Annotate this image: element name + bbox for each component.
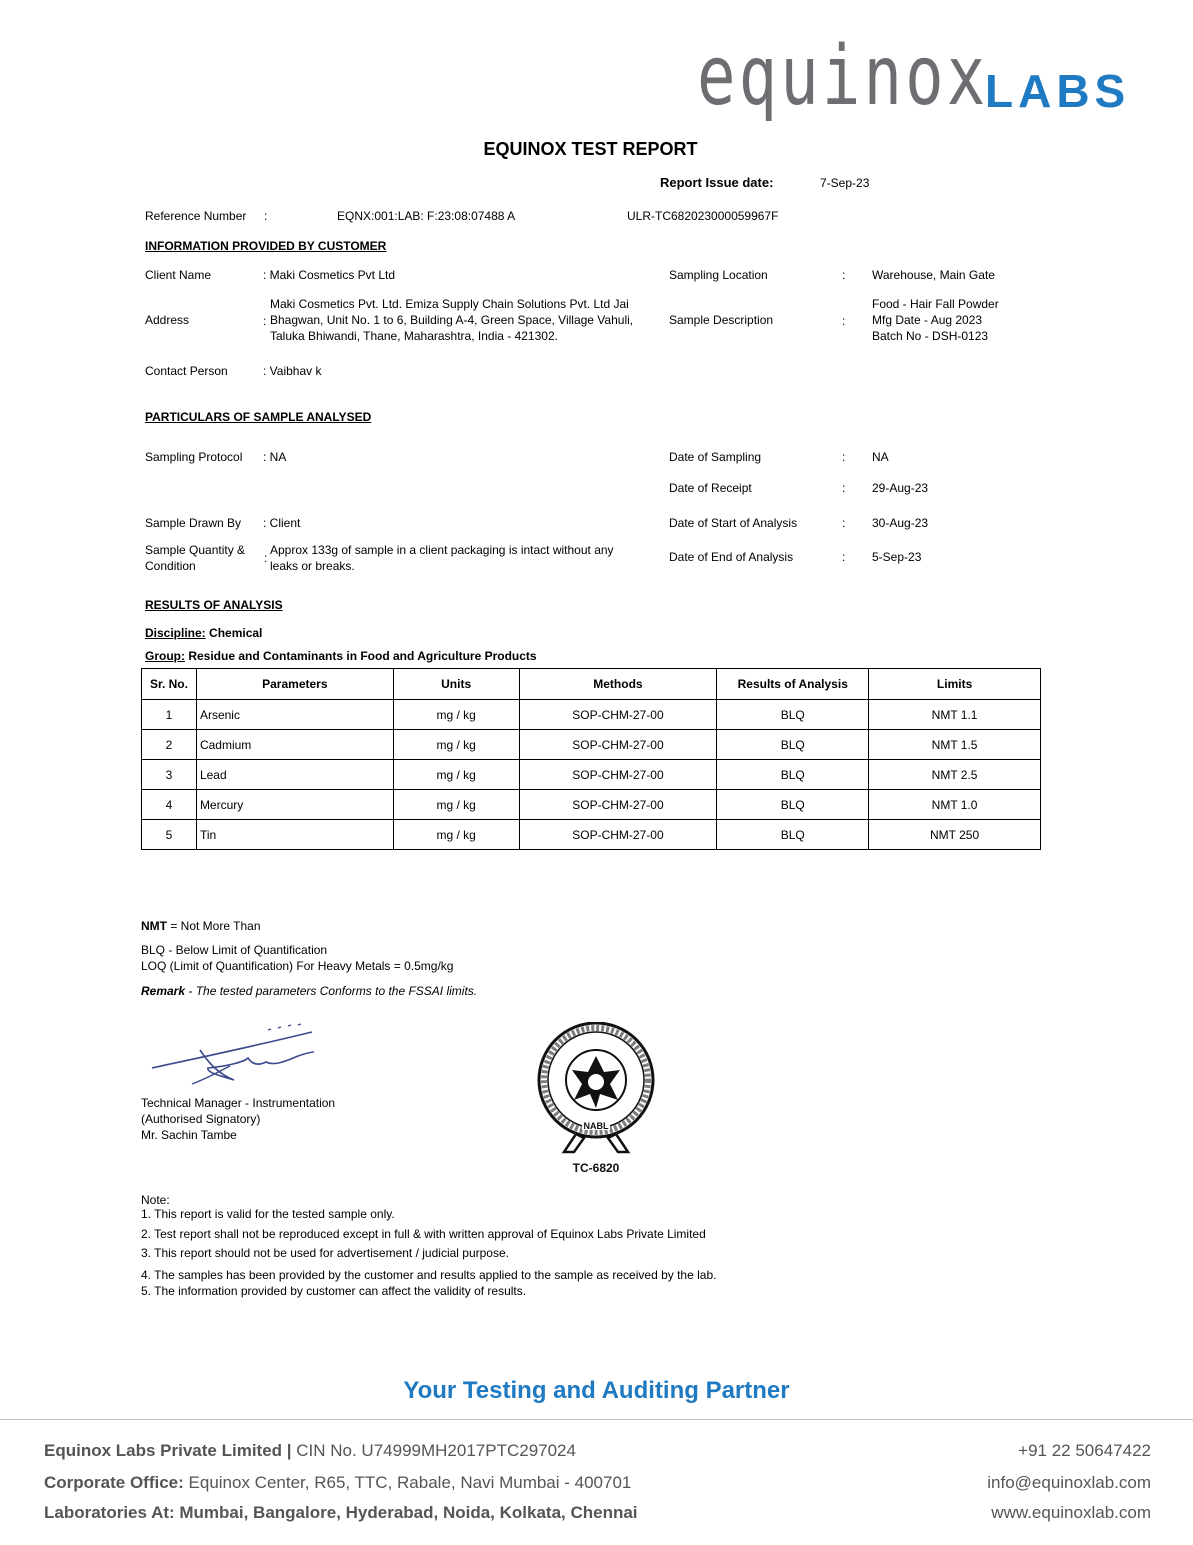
client-name-label: Client Name bbox=[145, 268, 212, 282]
date-of-sampling-value: NA bbox=[872, 450, 889, 464]
date-end-analysis-label: Date of End of Analysis bbox=[669, 550, 794, 564]
tagline: Your Testing and Auditing Partner bbox=[403, 1377, 790, 1404]
sample-description-line: Batch No - DSH-0123 bbox=[872, 329, 989, 343]
signature-image bbox=[148, 1022, 320, 1094]
colon: : bbox=[842, 268, 846, 282]
discipline-label: Discipline: bbox=[145, 626, 206, 640]
cell-unit: mg / kg bbox=[393, 820, 519, 850]
note-item: 1. This report is valid for the tested sample only. bbox=[141, 1207, 395, 1221]
table-row bbox=[142, 760, 1041, 790]
footer-cin: CIN No. U74999MH2017PTC297024 bbox=[291, 1441, 576, 1460]
contact-person-label: Contact Person bbox=[145, 364, 228, 378]
remark bbox=[141, 984, 477, 998]
note-item: 2. Test report shall not be reproduced except in full & with written approval of Equinox Labs Private Limited bbox=[141, 1227, 706, 1241]
footer-corp-address: Equinox Center, R65, TTC, Rabale, Navi Mumbai - 400701 bbox=[183, 1473, 632, 1492]
sample-section-heading: PARTICULARS OF SAMPLE ANALYSED bbox=[145, 410, 372, 424]
header-limits: Limits bbox=[869, 669, 1041, 700]
header-parameters: Parameters bbox=[196, 669, 393, 700]
contact-person-value: : Vaibhav k bbox=[263, 364, 322, 378]
cell-method: SOP-CHM-27-00 bbox=[519, 760, 717, 790]
cell-parameter: Arsenic bbox=[196, 700, 393, 730]
footer-phone: +91 22 50647422 bbox=[1018, 1441, 1151, 1460]
date-of-receipt-value: 29-Aug-23 bbox=[872, 481, 929, 495]
customer-section-heading: INFORMATION PROVIDED BY CUSTOMER bbox=[145, 239, 387, 253]
cell-result: BLQ bbox=[717, 790, 869, 820]
signatory-role: Technical Manager - Instrumentation bbox=[141, 1096, 336, 1110]
group bbox=[145, 649, 537, 663]
sample-quantity-value: leaks or breaks. bbox=[270, 559, 355, 573]
cell-sr: 1 bbox=[142, 700, 197, 730]
table-header-row bbox=[142, 669, 1041, 700]
date-start-analysis-label: Date of Start of Analysis bbox=[669, 516, 798, 530]
footer-company bbox=[44, 1441, 576, 1461]
address-label: Address bbox=[145, 313, 190, 327]
sample-description-line: Food - Hair Fall Powder bbox=[872, 297, 999, 311]
cell-result: BLQ bbox=[717, 760, 869, 790]
sample-quantity-label: Sample Quantity & bbox=[145, 543, 246, 557]
cell-method: SOP-CHM-27-00 bbox=[519, 730, 717, 760]
address-line: Bhagwan, Unit No. 1 to 6, Building A-4, Green Space, Village Vahuli, bbox=[270, 313, 634, 327]
ulr-number: ULR-TC682023000059967F bbox=[627, 209, 779, 223]
cell-limit: NMT 1.1 bbox=[869, 700, 1041, 730]
cell-result: BLQ bbox=[717, 730, 869, 760]
nmt-abbr: NMT bbox=[141, 919, 167, 933]
cell-method: SOP-CHM-27-00 bbox=[519, 790, 717, 820]
cell-sr: 4 bbox=[142, 790, 197, 820]
address-line: Taluka Bhiwandi, Thane, Maharashtra, India - 421302. bbox=[270, 329, 558, 343]
note-item: 3. This report should not be used for advertisement / judicial purpose. bbox=[141, 1246, 509, 1260]
seal-mark: NABL bbox=[583, 1121, 609, 1131]
colon: : bbox=[842, 481, 846, 495]
reference-colon: : bbox=[264, 209, 268, 223]
note-item: 4. The samples has been provided by the customer and results applied to the sample as received by the lab. bbox=[141, 1268, 717, 1282]
cell-sr: 5 bbox=[142, 820, 197, 850]
sampling-location-label: Sampling Location bbox=[669, 268, 768, 282]
colon: : bbox=[842, 450, 846, 464]
seal-code: TC-6820 bbox=[572, 1161, 620, 1175]
footer-divider bbox=[0, 1419, 1193, 1420]
sample-description-line: Mfg Date - Aug 2023 bbox=[872, 313, 983, 327]
results-table bbox=[141, 668, 1041, 850]
cell-unit: mg / kg bbox=[393, 790, 519, 820]
cell-parameter: Cadmium bbox=[196, 730, 393, 760]
cell-sr: 3 bbox=[142, 760, 197, 790]
sample-quantity-value: Approx 133g of sample in a client packaging is intact without any bbox=[270, 543, 614, 557]
signatory-authorised: (Authorised Signatory) bbox=[141, 1112, 261, 1126]
reference-value: EQNX:001:LAB: F:23:08:07488 A bbox=[337, 209, 516, 223]
footer-company-name: Equinox Labs Private Limited | bbox=[44, 1441, 292, 1460]
cell-unit: mg / kg bbox=[393, 700, 519, 730]
sample-quantity-colon: : bbox=[264, 551, 268, 565]
table-row bbox=[142, 820, 1041, 850]
discipline-value: Chemical bbox=[205, 626, 263, 640]
group-label: Group: bbox=[145, 649, 185, 663]
sample-drawn-label: Sample Drawn By bbox=[145, 516, 242, 530]
header-methods: Methods bbox=[519, 669, 717, 700]
remark-label: Remark bbox=[141, 984, 186, 998]
cell-limit: NMT 2.5 bbox=[869, 760, 1041, 790]
cell-result: BLQ bbox=[717, 700, 869, 730]
sampling-protocol-label: Sampling Protocol bbox=[145, 450, 243, 464]
cell-sr: 2 bbox=[142, 730, 197, 760]
logo-labs: LABS bbox=[985, 65, 1131, 117]
table-row bbox=[142, 730, 1041, 760]
results-section-heading: RESULTS OF ANALYSIS bbox=[145, 598, 283, 612]
header-units: Units bbox=[393, 669, 519, 700]
sampling-protocol-value: : NA bbox=[263, 450, 287, 464]
cell-unit: mg / kg bbox=[393, 760, 519, 790]
header-sr-no: Sr. No. bbox=[142, 669, 197, 700]
client-name-value: : Maki Cosmetics Pvt Ltd bbox=[263, 268, 396, 282]
date-start-analysis-value: 30-Aug-23 bbox=[872, 516, 929, 530]
address-line: Maki Cosmetics Pvt. Ltd. Emiza Supply Chain Solutions Pvt. Ltd Jai bbox=[270, 297, 629, 311]
cell-limit: NMT 1.0 bbox=[869, 790, 1041, 820]
cell-parameter: Mercury bbox=[196, 790, 393, 820]
cell-parameter: Lead bbox=[196, 760, 393, 790]
date-end-analysis-value: 5-Sep-23 bbox=[872, 550, 922, 564]
footer-laboratories: Laboratories At: Mumbai, Bangalore, Hyderabad, Noida, Kolkata, Chennai bbox=[44, 1503, 638, 1522]
cell-unit: mg / kg bbox=[393, 730, 519, 760]
cell-result: BLQ bbox=[717, 820, 869, 850]
table-row bbox=[142, 790, 1041, 820]
nmt-legend bbox=[141, 919, 261, 933]
nmt-text: = Not More Than bbox=[167, 919, 261, 933]
cell-limit: NMT 250 bbox=[869, 820, 1041, 850]
note-item: 5. The information provided by customer can affect the validity of results. bbox=[141, 1284, 527, 1298]
date-of-receipt-label: Date of Receipt bbox=[669, 481, 752, 495]
logo-word: equinox bbox=[697, 29, 989, 124]
group-value: Residue and Contaminants in Food and Agriculture Products bbox=[185, 649, 537, 663]
colon: : bbox=[842, 314, 846, 328]
issue-date-label: Report Issue date: bbox=[660, 175, 774, 190]
notes-heading: Note: bbox=[141, 1193, 170, 1207]
table-row bbox=[142, 700, 1041, 730]
signatory-name: Mr. Sachin Tambe bbox=[141, 1128, 237, 1142]
footer-corporate bbox=[44, 1473, 631, 1493]
footer-email[interactable]: info@equinoxlab.com bbox=[987, 1473, 1151, 1492]
sample-drawn-value: : Client bbox=[263, 516, 301, 530]
colon: : bbox=[842, 550, 846, 564]
date-of-sampling-label: Date of Sampling bbox=[669, 450, 762, 464]
address-colon: : bbox=[263, 314, 267, 328]
blq-legend: BLQ - Below Limit of Quantification bbox=[141, 943, 328, 957]
issue-date-value: 7-Sep-23 bbox=[820, 176, 870, 190]
reference-label: Reference Number bbox=[145, 209, 247, 223]
report-title: EQUINOX TEST REPORT bbox=[483, 139, 698, 159]
colon: : bbox=[842, 516, 846, 530]
loq-legend: LOQ (Limit of Quantification) For Heavy Metals = 0.5mg/kg bbox=[141, 959, 454, 973]
cell-limit: NMT 1.5 bbox=[869, 730, 1041, 760]
nabl-accreditation-seal bbox=[534, 1022, 660, 1182]
cell-parameter: Tin bbox=[196, 820, 393, 850]
header-results: Results of Analysis bbox=[717, 669, 869, 700]
sample-description-label: Sample Description bbox=[669, 313, 774, 327]
equinox-labs-logo bbox=[697, 28, 1167, 128]
cell-method: SOP-CHM-27-00 bbox=[519, 700, 717, 730]
sample-condition-label: Condition bbox=[145, 559, 196, 573]
footer-website[interactable]: www.equinoxlab.com bbox=[991, 1503, 1151, 1522]
footer-corp-label: Corporate Office: bbox=[44, 1473, 184, 1492]
remark-text: - The tested parameters Conforms to the FSSAI limits. bbox=[185, 984, 478, 998]
sampling-location-value: Warehouse, Main Gate bbox=[872, 268, 995, 282]
cell-method: SOP-CHM-27-00 bbox=[519, 820, 717, 850]
discipline bbox=[145, 626, 262, 640]
